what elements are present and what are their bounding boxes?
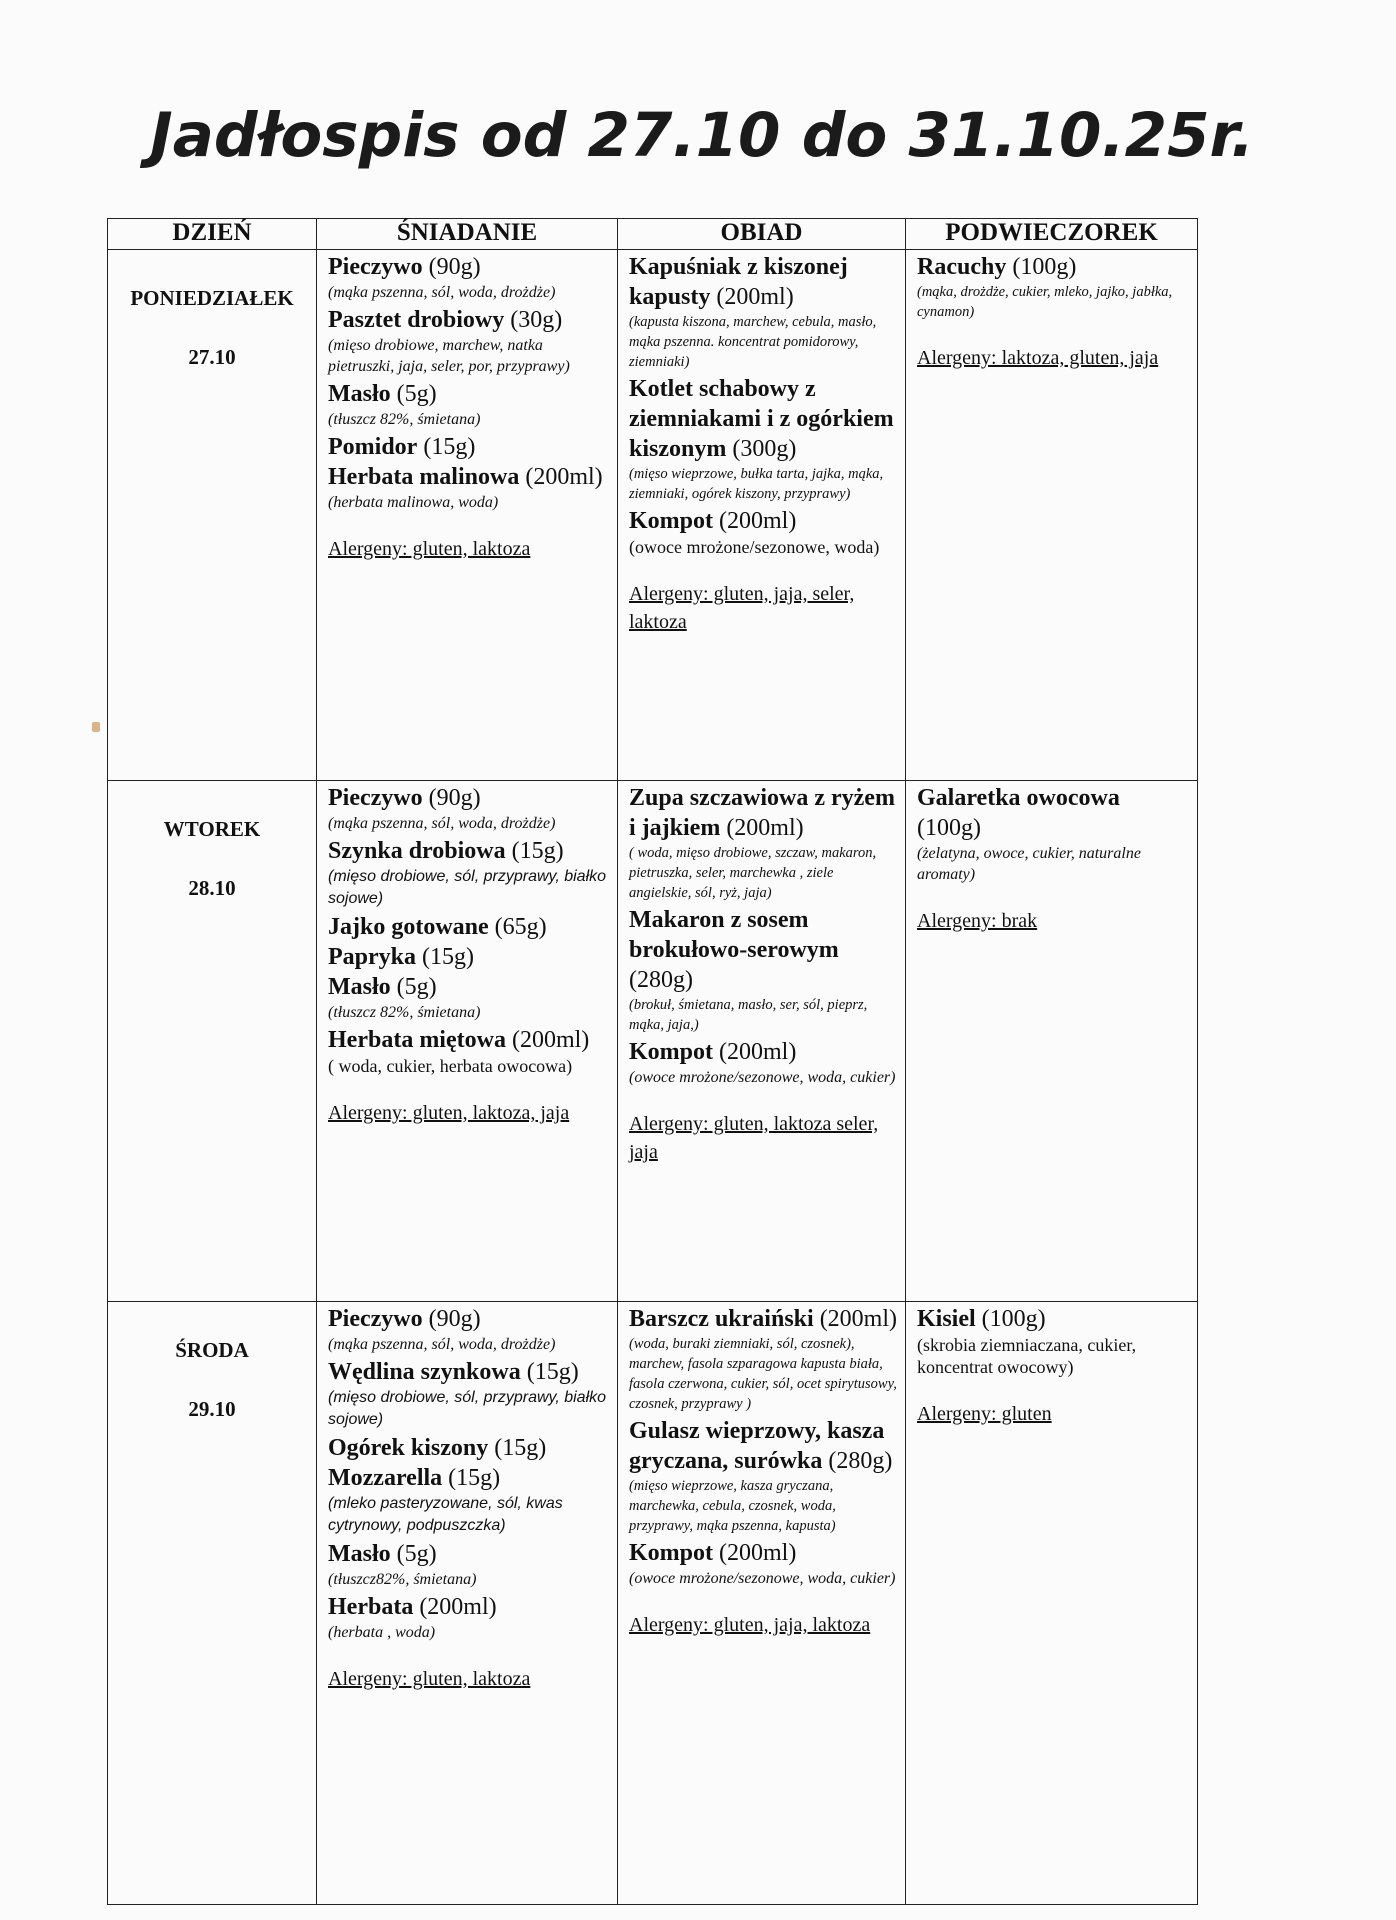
menu-item <box>629 1416 897 1536</box>
item-ingredients: (tłuszcz 82%, śmietana) <box>328 411 481 428</box>
item-ingredients: (skrobia ziemniaczana, cukier, koncentrat owocowy) <box>917 1335 1137 1377</box>
allergens-text: Alergeny: laktoza, gluten, jaja <box>917 347 1159 369</box>
day-cell <box>108 781 317 1302</box>
item-ingredients: (mleko pasteryzowane, sól, kwas cytrynowy, podpuszczka) <box>328 1495 563 1534</box>
item-line <box>328 1463 609 1493</box>
item-name: Ogórek kiszony <box>328 1435 489 1461</box>
snack-cell <box>906 1302 1198 1905</box>
allergens-text: Alergeny: gluten, jaja, laktoza <box>629 1614 871 1636</box>
item-line <box>328 432 609 462</box>
item-line <box>629 252 897 312</box>
allergens-text: Alergeny: gluten, jaja, seler, laktoza <box>629 583 855 633</box>
menu-item <box>328 1025 609 1077</box>
item-ingredients: (woda, buraki ziemniaki, sól, czosnek), marchew, fasola szparagowa kapusta biała, fasola czerwona, cukier, sól, ocet spirytusowy, czosnek, przyprawy ) <box>629 1336 897 1412</box>
item-name: Mozzarella <box>328 1465 443 1491</box>
item-quantity: (15g) <box>488 1435 547 1461</box>
menu-item <box>917 1304 1189 1378</box>
breakfast-cell <box>317 1302 618 1905</box>
lunch-cell <box>618 250 906 781</box>
day-name: WTOREK <box>163 817 261 841</box>
item-line <box>328 1357 609 1387</box>
item-line <box>328 379 609 409</box>
menu-item <box>328 432 609 462</box>
header-breakfast: ŚNIADANIE <box>317 219 618 250</box>
item-quantity: (90g) <box>422 254 481 280</box>
item-quantity: (65g) <box>488 914 547 940</box>
header-row <box>108 219 1198 250</box>
menu-item <box>629 1538 897 1589</box>
item-line <box>328 1304 609 1334</box>
header-snack: PODWIECZOREK <box>906 219 1198 250</box>
menu-item <box>328 379 609 430</box>
item-name: Herbata miętowa <box>328 1027 506 1053</box>
item-line <box>328 942 609 972</box>
header-day: DZIEŃ <box>108 219 317 250</box>
item-quantity: (90g) <box>422 1306 481 1332</box>
item-line <box>629 1416 897 1476</box>
item-ingredients: (mąka pszenna, sól, woda, drożdże) <box>328 284 556 301</box>
item-line <box>328 972 609 1002</box>
menu-item <box>328 1304 609 1355</box>
menu-item <box>629 252 897 372</box>
item-quantity: (5g) <box>390 1541 437 1567</box>
item-ingredients: (mięso drobiowe, sól, przyprawy, białko sojowe) <box>328 1389 607 1428</box>
item-quantity: (100g) <box>917 815 981 841</box>
breakfast-cell <box>317 250 618 781</box>
item-line <box>328 912 609 942</box>
item-quantity: (280g) <box>629 967 693 993</box>
menu-item <box>328 1357 609 1431</box>
item-ingredients: ( woda, cukier, herbata owocowa) <box>328 1056 573 1076</box>
item-name: Kisiel <box>917 1306 976 1332</box>
item-ingredients: (owoce mrożone/sezonowe, woda, cukier) <box>629 1069 896 1086</box>
snack-cell <box>906 250 1198 781</box>
item-quantity: (5g) <box>390 381 437 407</box>
item-quantity: (280g) <box>822 1448 893 1474</box>
item-ingredients: (mąka pszenna, sól, woda, drożdże) <box>328 815 556 832</box>
allergens-text: Alergeny: brak <box>917 910 1038 932</box>
menu-item <box>328 912 609 942</box>
item-quantity: (5g) <box>390 974 437 1000</box>
table-row <box>108 250 1198 781</box>
menu-item <box>328 305 609 377</box>
item-line <box>629 506 897 536</box>
menu-item <box>629 506 897 558</box>
allergens-text: Alergeny: gluten, laktoza seler, jaja <box>629 1113 879 1163</box>
item-name: Wędlina szynkowa <box>328 1359 521 1385</box>
item-ingredients: (mięso wieprzowe, kasza gryczana, marchewka, cebula, czosnek, woda, przyprawy, mąka pszenna, kapusta) <box>629 1478 836 1534</box>
item-quantity: (15g) <box>520 1359 579 1385</box>
item-name: Kompot <box>629 1540 713 1566</box>
menu-item <box>629 905 897 1035</box>
menu-item <box>328 836 609 910</box>
item-name: Masło <box>328 381 391 407</box>
item-line <box>328 252 609 282</box>
item-quantity: (200ml) <box>720 815 804 841</box>
item-name: Zupa szczawiowa z ryżem i jajkiem <box>629 785 895 841</box>
item-ingredients: (owoce mrożone/sezonowe, woda, cukier) <box>629 1570 896 1587</box>
item-name: Pieczywo <box>328 254 423 280</box>
menu-item <box>629 1037 897 1088</box>
item-ingredients: (mięso drobiowe, sól, przyprawy, białko sojowe) <box>328 868 607 907</box>
item-quantity: (200ml) <box>713 1039 797 1065</box>
item-line <box>629 783 897 843</box>
menu-item <box>328 462 609 513</box>
item-ingredients: (mąka, drożdże, cukier, mleko, jajko, jabłka, cynamon) <box>917 284 1173 320</box>
item-name: Gulasz wieprzowy, kasza gryczana, surówka <box>629 1418 885 1474</box>
menu-item <box>917 783 1189 885</box>
allergens-text: Alergeny: gluten, laktoza, jaja <box>328 1102 570 1124</box>
item-ingredients: (tłuszcz82%, śmietana) <box>328 1571 477 1588</box>
menu-item <box>328 252 609 303</box>
table-row <box>108 1302 1198 1905</box>
item-quantity: (200ml) <box>710 284 794 310</box>
item-quantity: (200ml) <box>505 1027 590 1053</box>
menu-item <box>328 783 609 834</box>
item-name: Pomidor <box>328 434 418 460</box>
menu-item <box>328 1433 609 1463</box>
lunch-cell <box>618 1302 906 1905</box>
day-name: PONIEDZIAŁEK <box>130 286 294 310</box>
menu-item <box>328 972 609 1023</box>
snack-cell <box>906 781 1198 1302</box>
allergens-text: Alergeny: gluten, laktoza <box>328 1668 531 1690</box>
item-quantity: (200ml) <box>713 1540 797 1566</box>
allergens-text: Alergeny: gluten <box>917 1403 1052 1425</box>
item-ingredients: (herbata malinowa, woda) <box>328 494 499 511</box>
item-name: Barszcz ukraiński <box>629 1306 814 1332</box>
menu-item <box>328 942 609 972</box>
page-title: Jadłospis od 27.10 do 31.10.25r. <box>150 100 1255 171</box>
item-line <box>328 305 609 335</box>
item-line <box>328 1592 609 1622</box>
menu-item <box>328 1539 609 1590</box>
item-name: Pieczywo <box>328 1306 423 1332</box>
menu-item <box>629 1304 897 1414</box>
item-name: Galaretka owocowa <box>917 785 1120 811</box>
item-line <box>328 1539 609 1569</box>
item-line <box>629 1037 897 1067</box>
item-ingredients: (herbata , woda) <box>328 1624 436 1641</box>
header-lunch: OBIAD <box>618 219 906 250</box>
item-line <box>328 836 609 866</box>
day-name: ŚRODA <box>175 1338 249 1362</box>
item-name: Masło <box>328 1541 391 1567</box>
item-quantity: (30g) <box>504 307 563 333</box>
breakfast-cell <box>317 781 618 1302</box>
item-line <box>629 905 897 995</box>
item-name: Pieczywo <box>328 785 423 811</box>
item-line <box>917 783 1189 843</box>
day-date: 27.10 <box>188 345 236 369</box>
menu-item <box>629 783 897 903</box>
item-name: Masło <box>328 974 391 1000</box>
day-date: 29.10 <box>188 1397 236 1421</box>
scan-mark <box>92 722 100 732</box>
item-name: Papryka <box>328 944 417 970</box>
item-name: Jajko gotowane <box>328 914 489 940</box>
menu-item <box>328 1463 609 1537</box>
menu-item <box>629 374 897 504</box>
item-quantity: (200ml) <box>813 1306 898 1332</box>
item-line <box>917 1304 1189 1334</box>
item-name: Pasztet drobiowy <box>328 307 505 333</box>
item-ingredients: (tłuszcz 82%, śmietana) <box>328 1004 481 1021</box>
item-line <box>629 374 897 464</box>
item-ingredients: (mięso drobiowe, marchew, natka pietruszki, jaja, seler, por, przyprawy) <box>328 337 570 375</box>
item-quantity: (15g) <box>505 838 564 864</box>
menu-item <box>917 252 1189 322</box>
item-ingredients: ( woda, mięso drobiowe, szczaw, makaron, pietruszka, seler, marchewka , ziele angielskie, sól, ryż, jaja) <box>629 845 877 901</box>
item-quantity: (90g) <box>422 785 481 811</box>
item-quantity: (200ml) <box>519 464 603 490</box>
item-quantity: (100g) <box>975 1306 1046 1332</box>
item-line <box>328 462 609 492</box>
item-name: Kapuśniak z kiszonej kapusty <box>629 254 848 310</box>
item-line <box>629 1304 897 1334</box>
item-ingredients: (mąka pszenna, sól, woda, drożdże) <box>328 1336 556 1353</box>
item-ingredients: (kapusta kiszona, marchew, cebula, masło, mąka pszenna. koncentrat pomidorowy, ziemniaki) <box>629 314 877 370</box>
item-line <box>328 1025 609 1055</box>
item-name: Szynka drobiowa <box>328 838 506 864</box>
item-name: Herbata <box>328 1594 414 1620</box>
item-ingredients: (żelatyna, owoce, cukier, naturalne aromaty) <box>917 845 1141 883</box>
table-row <box>108 781 1198 1302</box>
item-quantity: (15g) <box>416 944 474 970</box>
day-cell <box>108 1302 317 1905</box>
item-name: Makaron z sosem brokułowo-serowym <box>629 907 839 963</box>
item-name: Herbata malinowa <box>328 464 520 490</box>
item-name: Racuchy <box>917 254 1007 280</box>
item-line <box>917 252 1189 282</box>
item-ingredients: (brokuł, śmietana, masło, ser, sól, pieprz, mąka, jaja,) <box>629 997 868 1033</box>
item-name: Kompot <box>629 508 713 534</box>
day-date: 28.10 <box>188 876 236 900</box>
item-ingredients: (mięso wieprzowe, bułka tarta, jajka, mąka, ziemniaki, ogórek kiszony, przyprawy) <box>629 466 884 502</box>
item-quantity: (200ml) <box>413 1594 497 1620</box>
item-line <box>328 1433 609 1463</box>
allergens-text: Alergeny: gluten, laktoza <box>328 538 531 560</box>
item-quantity: (300g) <box>726 436 797 462</box>
item-name: Kotlet schabowy z ziemniakami i z ogórkiem kiszonym <box>629 376 894 462</box>
item-quantity: (15g) <box>442 1465 501 1491</box>
menu-table <box>107 218 1198 1905</box>
item-quantity: (200ml) <box>713 508 797 534</box>
item-name: Kompot <box>629 1039 713 1065</box>
item-line <box>328 783 609 813</box>
item-ingredients: (owoce mrożone/sezonowe, woda) <box>629 537 880 557</box>
item-quantity: (15g) <box>417 434 476 460</box>
item-quantity: (100g) <box>1006 254 1077 280</box>
day-cell <box>108 250 317 781</box>
menu-item <box>328 1592 609 1643</box>
item-line <box>629 1538 897 1568</box>
lunch-cell <box>618 781 906 1302</box>
